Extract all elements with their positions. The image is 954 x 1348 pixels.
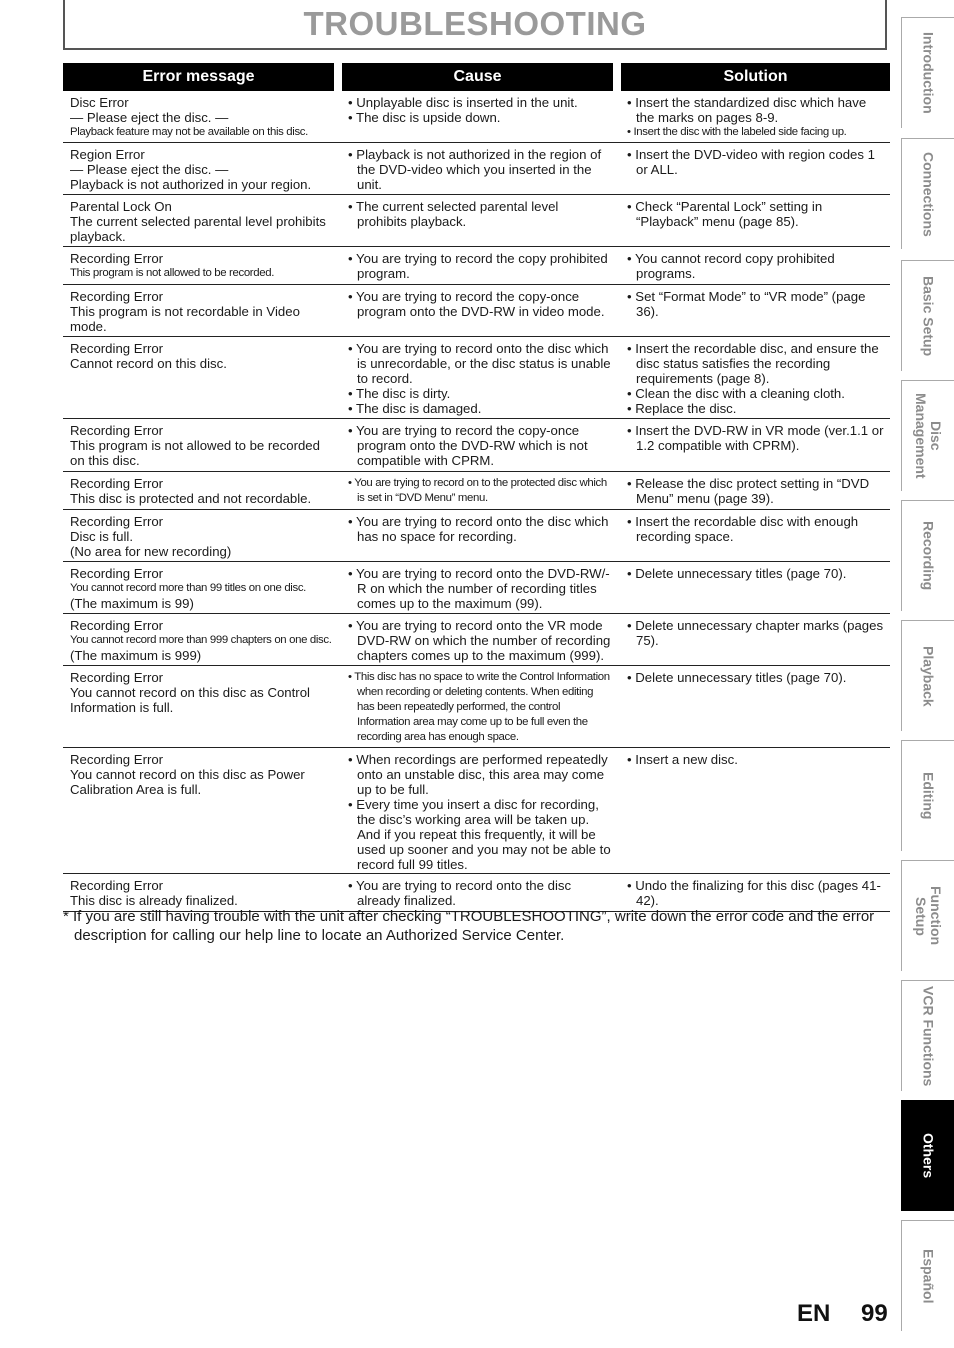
message-line: This disc is already finalized.	[70, 893, 238, 908]
solution-item: • Delete unnecessary titles (page 70).	[627, 670, 888, 685]
sidebar-tab-label: VCR Functions	[920, 985, 937, 1087]
cause-item: • You are trying to record onto the DVD-RW/-R on which the number of recording titles comes up to the maximum (99).	[348, 566, 611, 611]
message-line: Region Error	[70, 147, 145, 162]
table-row	[63, 285, 890, 337]
error-message-cell	[63, 874, 334, 911]
solution-item: • Insert the disc with the labeled side facing up.	[627, 125, 888, 140]
cause-item: • You are trying to record the copy prohibited program.	[348, 251, 611, 281]
solution-cell	[621, 666, 890, 747]
error-message-cell	[63, 614, 334, 665]
solution-item: • Insert the standardized disc which have the marks on pages 8-9.	[627, 95, 888, 125]
cause-item: • You are trying to record onto the disc which is unrecordable, or the disc status is unable to record.	[348, 341, 611, 386]
solution-cell	[621, 247, 890, 284]
sidebar-tab-label: Function Setup	[913, 886, 944, 946]
solution-cell	[621, 472, 890, 509]
sidebar-tab-editing[interactable]	[901, 740, 954, 851]
solution-cell	[621, 510, 890, 561]
solution-item: • Delete unnecessary chapter marks (pages 75).	[627, 618, 888, 648]
cause-item: • The disc is dirty.	[348, 386, 611, 401]
cause-item: • You are trying to record the copy-once program onto the DVD-RW which is not compatible with CPRM.	[348, 423, 611, 468]
table-row	[63, 472, 890, 510]
message-line: You cannot record more than 999 chapters on one disc.	[70, 634, 332, 646]
table-row	[63, 666, 890, 748]
message-line: This program is not allowed to be recorded.	[70, 267, 275, 279]
header-solution: Solution	[621, 63, 890, 91]
message-line: Recording Error	[70, 341, 164, 356]
solution-item: • Undo the finalizing for this disc (pages 41-42).	[627, 878, 888, 908]
table-row	[63, 247, 890, 285]
sidebar-tab-recording[interactable]	[901, 500, 954, 611]
troubleshooting-table	[63, 63, 890, 912]
cause-item: • The disc is upside down.	[348, 110, 611, 125]
solution-item: • Insert the DVD-video with region codes 1 or ALL.	[627, 147, 888, 177]
cause-cell	[342, 337, 613, 418]
message-line: This program is not recordable in Video mode.	[70, 304, 300, 334]
sidebar-tab-basic-setup[interactable]	[901, 260, 954, 371]
message-line: — Please eject the disc. —	[70, 162, 229, 177]
message-line: You cannot record on this disc as Power Calibration Area is full.	[70, 767, 305, 797]
sidebar-tab-label: Recording	[920, 521, 937, 591]
error-message-cell	[63, 143, 334, 194]
error-message-cell	[63, 247, 334, 284]
cause-cell	[342, 91, 613, 142]
page-number: 99	[861, 1300, 888, 1327]
cause-cell	[342, 510, 613, 561]
message-line: — Please eject the disc. —	[70, 110, 229, 125]
message-line: Disc is full.	[70, 529, 134, 544]
message-line: Recording Error	[70, 476, 164, 491]
cause-item: • The current selected parental level prohibits playback.	[348, 199, 611, 229]
message-line: Recording Error	[70, 251, 164, 266]
header-cause: Cause	[342, 63, 613, 91]
cause-cell	[342, 874, 613, 911]
table-header	[63, 63, 890, 91]
error-message-cell	[63, 562, 334, 613]
message-line: (No area for new recording)	[70, 544, 232, 559]
cause-item: • You are trying to record the copy-once program onto the DVD-RW in video mode.	[348, 289, 611, 319]
solution-item: • You cannot record copy prohibited programs.	[627, 251, 888, 281]
error-message-cell	[63, 195, 334, 246]
solution-item: • Insert the recordable disc with enough recording space.	[627, 514, 888, 544]
solution-cell	[621, 874, 890, 911]
error-message-cell	[63, 748, 334, 873]
solution-item: • Insert the DVD-RW in VR mode (ver.1.1 or 1.2 compatible with CPRM).	[627, 423, 888, 453]
solution-item: • Delete unnecessary titles (page 70).	[627, 566, 888, 581]
message-line: The current selected parental level prohibits playback.	[70, 214, 326, 244]
message-line: You cannot record on this disc as Control Information is full.	[70, 685, 310, 715]
error-message-cell	[63, 91, 334, 142]
cause-item: • You are trying to record on to the protected disc which is set in “DVD Menu” menu.	[348, 476, 611, 506]
cause-cell	[342, 562, 613, 613]
sidebar-tab-label: Basic Setup	[920, 275, 937, 357]
sidebar-tab-label: Introduction	[920, 32, 937, 114]
message-line: Recording Error	[70, 423, 164, 438]
cause-cell	[342, 285, 613, 336]
message-line: Recording Error	[70, 289, 164, 304]
header-error-message: Error message	[63, 63, 334, 91]
error-message-cell	[63, 419, 334, 471]
language-code: EN	[797, 1300, 831, 1327]
table-row	[63, 614, 890, 666]
sidebar-tab-connections[interactable]	[901, 138, 954, 249]
message-line: Recording Error	[70, 566, 164, 581]
table-row	[63, 748, 890, 874]
sidebar-tab-others[interactable]	[901, 1100, 954, 1211]
cause-item: • When recordings are performed repeatedly onto an unstable disc, this area may come up to be full.	[348, 752, 611, 797]
message-line: Recording Error	[70, 878, 164, 893]
message-line: (The maximum is 999)	[70, 648, 202, 663]
message-line: Recording Error	[70, 514, 164, 529]
cause-cell	[342, 666, 613, 747]
error-message-cell	[63, 510, 334, 561]
message-line: Parental Lock On	[70, 199, 172, 214]
message-line: You cannot record more than 99 titles on one disc.	[70, 582, 306, 594]
cause-item: • You are trying to record onto the disc already finalized.	[348, 878, 611, 908]
cause-cell	[342, 472, 613, 509]
solution-cell	[621, 285, 890, 336]
solution-cell	[621, 91, 890, 142]
sidebar-tab-label: Others	[920, 1133, 937, 1179]
sidebar-tab-function-setup[interactable]	[901, 860, 954, 971]
solution-item: • Insert a new disc.	[627, 752, 888, 767]
error-message-cell	[63, 285, 334, 336]
solution-cell	[621, 419, 890, 471]
footnote: * If you are still having trouble with the unit after checking “TROUBLESHOOTING”, write down the error code and the error description for calling our help line to locate an Authorized Service Center.	[63, 908, 875, 944]
solution-item: • Replace the disc.	[627, 401, 888, 416]
error-message-cell	[63, 472, 334, 509]
cause-item: • This disc has no space to write the Control Information when recording or deleting contents. When editing has been repeatedly performed, the control Information area may come up to be full even the recording area has enough space.	[348, 670, 611, 745]
message-line: Recording Error	[70, 618, 164, 633]
table-row	[63, 143, 890, 195]
table-row	[63, 91, 890, 143]
page-title: TROUBLESHOOTING	[303, 5, 647, 42]
cause-item: • Playback is not authorized in the region of the DVD-video which you inserted in the unit.	[348, 147, 611, 192]
message-line: Disc Error	[70, 95, 129, 110]
sidebar-tab-playback[interactable]	[901, 620, 954, 731]
sidebar-tab-label: Playback	[920, 645, 937, 707]
table-row	[63, 510, 890, 562]
table-row	[63, 195, 890, 247]
solution-item: • Set “Format Mode” to “VR mode” (page 36).	[627, 289, 888, 319]
cause-item: • Every time you insert a disc for recording, the disc’s working area will be taken up. And if you repeat this frequently, it will be used up sooner and you may not be able to record full 99 titles.	[348, 797, 611, 872]
solution-cell	[621, 562, 890, 613]
error-message-cell	[63, 337, 334, 418]
solution-item: • Clean the disc with a cleaning cloth.	[627, 386, 888, 401]
cause-cell	[342, 748, 613, 873]
cause-item: • The disc is damaged.	[348, 401, 611, 416]
sidebar-tab-introduction[interactable]	[901, 17, 954, 128]
cause-cell	[342, 247, 613, 284]
title-box	[63, 0, 887, 50]
cause-item: • Unplayable disc is inserted in the unit.	[348, 95, 611, 110]
sidebar-tab-label: Disc Management	[913, 393, 944, 479]
message-line: Cannot record on this disc.	[70, 356, 227, 371]
solution-cell	[621, 748, 890, 873]
message-line: (The maximum is 99)	[70, 596, 194, 611]
sidebar-tab-label: Editing	[920, 772, 937, 820]
message-line: This program is not allowed to be recorded on this disc.	[70, 438, 320, 468]
table-body	[63, 91, 890, 912]
solution-cell	[621, 614, 890, 665]
sidebar-tab-vcr-functions[interactable]	[901, 980, 954, 1091]
table-row	[63, 419, 890, 472]
solution-item: • Release the disc protect setting in “DVD Menu” menu (page 39).	[627, 476, 888, 506]
sidebar-tab-label: Español	[920, 1248, 937, 1304]
table-row	[63, 562, 890, 614]
cause-item: • You are trying to record onto the disc which has no space for recording.	[348, 514, 611, 544]
message-line: Recording Error	[70, 752, 164, 767]
cause-cell	[342, 614, 613, 665]
message-line: Playback is not authorized in your region.	[70, 177, 312, 192]
solution-item: • Check “Parental Lock” setting in “Playback” menu (page 85).	[627, 199, 888, 229]
solution-cell	[621, 337, 890, 418]
table-row	[63, 337, 890, 419]
cause-cell	[342, 195, 613, 246]
message-line: Recording Error	[70, 670, 164, 685]
message-line: Playback feature may not be available on this disc.	[70, 126, 308, 138]
cause-item: • You are trying to record onto the VR mode DVD-RW on which the number of recording chapters comes up to the maximum (999).	[348, 618, 611, 663]
solution-item: • Insert the recordable disc, and ensure the disc status satisfies the recording requirements (page 8).	[627, 341, 888, 386]
cause-cell	[342, 143, 613, 194]
solution-cell	[621, 143, 890, 194]
sidebar-tab-label: Connections	[920, 151, 937, 237]
cause-cell	[342, 419, 613, 471]
sidebar-tab-español[interactable]	[901, 1220, 954, 1331]
message-line: This disc is protected and not recordable.	[70, 491, 312, 506]
sidebar-tab-disc-management[interactable]	[901, 380, 954, 491]
error-message-cell	[63, 666, 334, 747]
solution-cell	[621, 195, 890, 246]
